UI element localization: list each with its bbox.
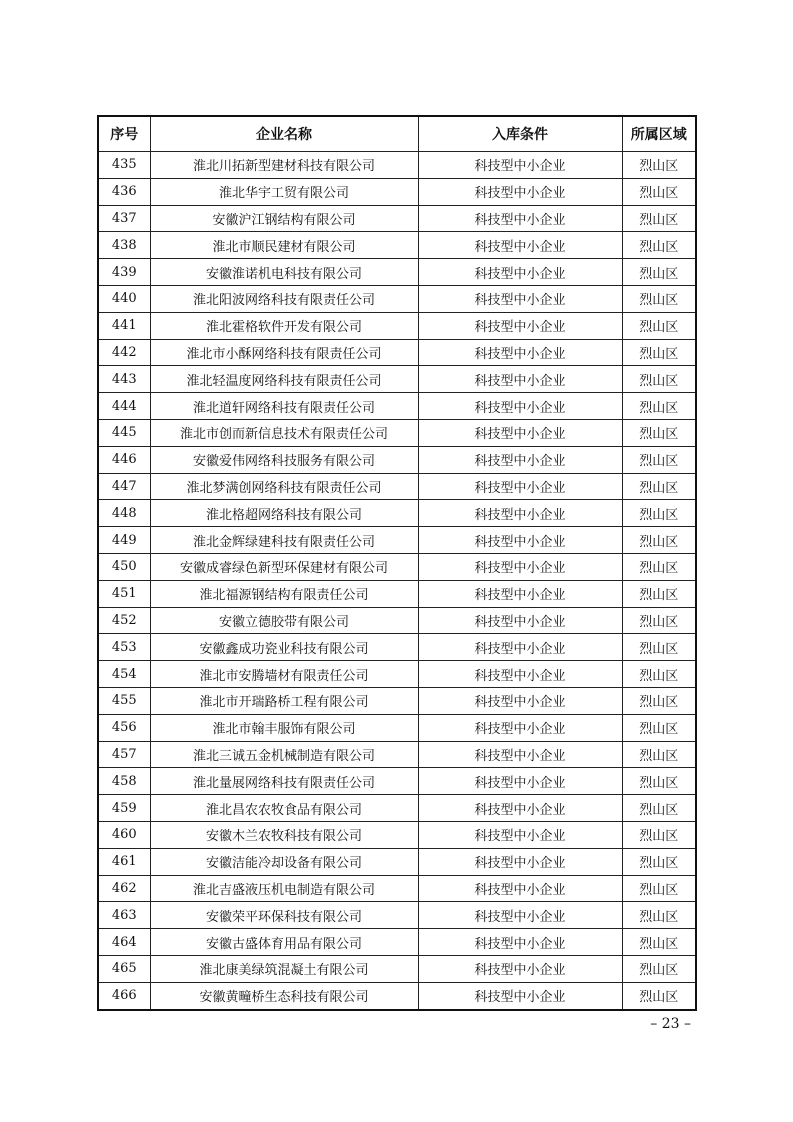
enterprise-table (97, 115, 697, 1011)
table-row (98, 955, 696, 982)
table-row (98, 580, 696, 607)
cell-company-name: 安徽古盛体育用品有限公司 (150, 929, 418, 956)
cell-company-name: 淮北昌农农牧食品有限公司 (150, 795, 418, 822)
cell-entry-condition: 科技型中小企业 (418, 902, 622, 929)
cell-company-name: 安徽鑫成功瓷业科技有限公司 (150, 634, 418, 661)
table-header-row (98, 116, 696, 152)
cell-district: 烈山区 (622, 178, 696, 205)
cell-company-name: 安徽沪江钢结构有限公司 (150, 205, 418, 232)
cell-entry-condition: 科技型中小企业 (418, 527, 622, 554)
cell-district: 烈山区 (622, 527, 696, 554)
cell-index: 464 (98, 929, 150, 956)
cell-index: 436 (98, 178, 150, 205)
cell-index: 457 (98, 741, 150, 768)
cell-entry-condition: 科技型中小企业 (418, 232, 622, 259)
table-row (98, 259, 696, 286)
cell-company-name: 淮北阳波网络科技有限责任公司 (150, 285, 418, 312)
cell-company-name: 淮北霍格软件开发有限公司 (150, 312, 418, 339)
table-row (98, 902, 696, 929)
table-row (98, 178, 696, 205)
cell-index: 450 (98, 553, 150, 580)
cell-index: 466 (98, 982, 150, 1009)
cell-district: 烈山区 (622, 500, 696, 527)
cell-index: 452 (98, 607, 150, 634)
table-row (98, 553, 696, 580)
header-index: 序号 (98, 116, 150, 152)
table-row (98, 661, 696, 688)
table-row (98, 473, 696, 500)
table-row (98, 875, 696, 902)
cell-entry-condition: 科技型中小企业 (418, 473, 622, 500)
cell-index: 453 (98, 634, 150, 661)
cell-index: 442 (98, 339, 150, 366)
cell-entry-condition: 科技型中小企业 (418, 178, 622, 205)
cell-entry-condition: 科技型中小企业 (418, 259, 622, 286)
cell-entry-condition: 科技型中小企业 (418, 795, 622, 822)
cell-index: 449 (98, 527, 150, 554)
cell-entry-condition: 科技型中小企业 (418, 955, 622, 982)
cell-index: 465 (98, 955, 150, 982)
cell-company-name: 安徽爱伟网络科技服务有限公司 (150, 446, 418, 473)
cell-district: 烈山区 (622, 929, 696, 956)
cell-index: 443 (98, 366, 150, 393)
cell-district: 烈山区 (622, 473, 696, 500)
cell-index: 454 (98, 661, 150, 688)
cell-district: 烈山区 (622, 741, 696, 768)
cell-district: 烈山区 (622, 232, 696, 259)
cell-company-name: 安徽洁能冷却设备有限公司 (150, 848, 418, 875)
cell-index: 444 (98, 393, 150, 420)
cell-index: 451 (98, 580, 150, 607)
table-row (98, 527, 696, 554)
cell-company-name: 淮北市安腾墙材有限责任公司 (150, 661, 418, 688)
cell-district: 烈山区 (622, 875, 696, 902)
cell-company-name: 安徽黄疃桥生态科技有限公司 (150, 982, 418, 1009)
cell-company-name: 淮北量展网络科技有限责任公司 (150, 768, 418, 795)
cell-entry-condition: 科技型中小企业 (418, 393, 622, 420)
cell-entry-condition: 科技型中小企业 (418, 446, 622, 473)
table-row (98, 500, 696, 527)
cell-company-name: 淮北福源钢结构有限责任公司 (150, 580, 418, 607)
cell-district: 烈山区 (622, 768, 696, 795)
cell-index: 462 (98, 875, 150, 902)
cell-entry-condition: 科技型中小企业 (418, 500, 622, 527)
cell-district: 烈山区 (622, 714, 696, 741)
cell-company-name: 淮北格超网络科技有限公司 (150, 500, 418, 527)
table-row (98, 366, 696, 393)
header-entry-condition: 入库条件 (418, 116, 622, 152)
table-row (98, 232, 696, 259)
cell-index: 445 (98, 419, 150, 446)
cell-company-name: 淮北市创而新信息技术有限责任公司 (150, 419, 418, 446)
cell-district: 烈山区 (622, 902, 696, 929)
table-row (98, 929, 696, 956)
cell-district: 烈山区 (622, 446, 696, 473)
cell-district: 烈山区 (622, 580, 696, 607)
cell-index: 461 (98, 848, 150, 875)
cell-entry-condition: 科技型中小企业 (418, 580, 622, 607)
cell-company-name: 安徽立德胶带有限公司 (150, 607, 418, 634)
cell-entry-condition: 科技型中小企业 (418, 821, 622, 848)
cell-district: 烈山区 (622, 419, 696, 446)
cell-district: 烈山区 (622, 366, 696, 393)
cell-district: 烈山区 (622, 687, 696, 714)
table-row (98, 285, 696, 312)
cell-district: 烈山区 (622, 821, 696, 848)
cell-company-name: 淮北金辉绿建科技有限责任公司 (150, 527, 418, 554)
cell-district: 烈山区 (622, 982, 696, 1009)
cell-index: 463 (98, 902, 150, 929)
table-row (98, 768, 696, 795)
cell-district: 烈山区 (622, 152, 696, 179)
cell-entry-condition: 科技型中小企业 (418, 634, 622, 661)
cell-district: 烈山区 (622, 205, 696, 232)
cell-entry-condition: 科技型中小企业 (418, 661, 622, 688)
cell-district: 烈山区 (622, 848, 696, 875)
cell-index: 456 (98, 714, 150, 741)
cell-entry-condition: 科技型中小企业 (418, 312, 622, 339)
table-row (98, 687, 696, 714)
cell-company-name: 淮北道轩网络科技有限责任公司 (150, 393, 418, 420)
cell-entry-condition: 科技型中小企业 (418, 205, 622, 232)
cell-company-name: 淮北康美绿筑混凝土有限公司 (150, 955, 418, 982)
cell-index: 455 (98, 687, 150, 714)
cell-company-name: 淮北市翰丰服饰有限公司 (150, 714, 418, 741)
cell-entry-condition: 科技型中小企业 (418, 741, 622, 768)
cell-company-name: 安徽成睿绿色新型环保建材有限公司 (150, 553, 418, 580)
cell-company-name: 安徽荣平环保科技有限公司 (150, 902, 418, 929)
cell-index: 448 (98, 500, 150, 527)
table-body (98, 152, 696, 1010)
cell-entry-condition: 科技型中小企业 (418, 687, 622, 714)
cell-district: 烈山区 (622, 312, 696, 339)
cell-company-name: 淮北吉盛液压机电制造有限公司 (150, 875, 418, 902)
table-row (98, 205, 696, 232)
header-district: 所属区域 (622, 116, 696, 152)
cell-entry-condition: 科技型中小企业 (418, 285, 622, 312)
cell-index: 459 (98, 795, 150, 822)
table-row (98, 393, 696, 420)
table-row (98, 982, 696, 1009)
page-number: – 23 – (650, 1016, 691, 1032)
cell-district: 烈山区 (622, 955, 696, 982)
cell-entry-condition: 科技型中小企业 (418, 714, 622, 741)
table-row (98, 419, 696, 446)
table-row (98, 152, 696, 179)
cell-company-name: 淮北华宇工贸有限公司 (150, 178, 418, 205)
table-row (98, 714, 696, 741)
table-row (98, 446, 696, 473)
cell-entry-condition: 科技型中小企业 (418, 339, 622, 366)
cell-district: 烈山区 (622, 607, 696, 634)
cell-company-name: 淮北市顺民建材有限公司 (150, 232, 418, 259)
cell-index: 446 (98, 446, 150, 473)
cell-district: 烈山区 (622, 634, 696, 661)
cell-company-name: 安徽木兰农牧科技有限公司 (150, 821, 418, 848)
cell-index: 447 (98, 473, 150, 500)
cell-company-name: 淮北三诚五金机械制造有限公司 (150, 741, 418, 768)
cell-entry-condition: 科技型中小企业 (418, 848, 622, 875)
cell-district: 烈山区 (622, 393, 696, 420)
cell-district: 烈山区 (622, 285, 696, 312)
table-row (98, 741, 696, 768)
table-row (98, 821, 696, 848)
cell-district: 烈山区 (622, 795, 696, 822)
cell-company-name: 淮北市开瑞路桥工程有限公司 (150, 687, 418, 714)
cell-entry-condition: 科技型中小企业 (418, 152, 622, 179)
cell-index: 441 (98, 312, 150, 339)
cell-index: 458 (98, 768, 150, 795)
cell-index: 460 (98, 821, 150, 848)
cell-company-name: 淮北市小酥网络科技有限责任公司 (150, 339, 418, 366)
table-row (98, 339, 696, 366)
cell-district: 烈山区 (622, 259, 696, 286)
cell-entry-condition: 科技型中小企业 (418, 768, 622, 795)
cell-entry-condition: 科技型中小企业 (418, 419, 622, 446)
cell-company-name: 淮北轻温度网络科技有限责任公司 (150, 366, 418, 393)
cell-index: 435 (98, 152, 150, 179)
header-company-name: 企业名称 (150, 116, 418, 152)
cell-index: 440 (98, 285, 150, 312)
cell-entry-condition: 科技型中小企业 (418, 366, 622, 393)
table-row (98, 848, 696, 875)
cell-entry-condition: 科技型中小企业 (418, 875, 622, 902)
table-row (98, 634, 696, 661)
cell-district: 烈山区 (622, 339, 696, 366)
cell-index: 439 (98, 259, 150, 286)
cell-entry-condition: 科技型中小企业 (418, 553, 622, 580)
cell-company-name: 安徽淮诺机电科技有限公司 (150, 259, 418, 286)
cell-company-name: 淮北梦满创网络科技有限责任公司 (150, 473, 418, 500)
table-row (98, 795, 696, 822)
cell-district: 烈山区 (622, 553, 696, 580)
cell-company-name: 淮北川拓新型建材科技有限公司 (150, 152, 418, 179)
table-row (98, 312, 696, 339)
cell-district: 烈山区 (622, 661, 696, 688)
cell-index: 438 (98, 232, 150, 259)
table-row (98, 607, 696, 634)
cell-entry-condition: 科技型中小企业 (418, 607, 622, 634)
cell-entry-condition: 科技型中小企业 (418, 982, 622, 1009)
cell-index: 437 (98, 205, 150, 232)
cell-entry-condition: 科技型中小企业 (418, 929, 622, 956)
